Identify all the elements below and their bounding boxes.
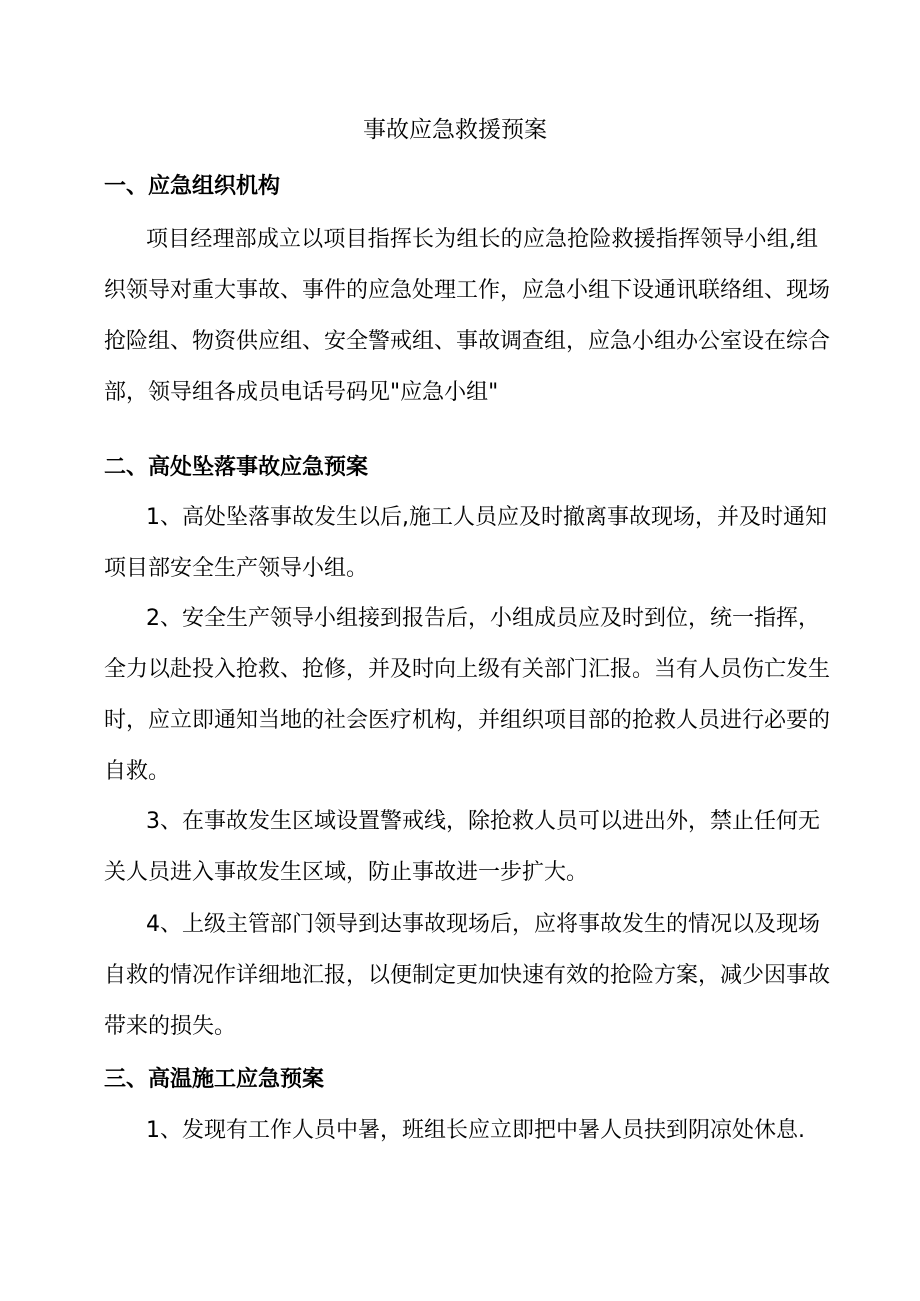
paragraph-line: 全力以赴投入抢救、抢修，并及时向上级有关部门汇报。当有人员伤亡发生 bbox=[104, 657, 831, 682]
paragraph-line: 2、安全生产领导小组接到报告后，小组成员应及时到位，统一指挥， bbox=[146, 606, 820, 631]
section-heading-fall-accident: 二、高处坠落事故应急预案 bbox=[104, 455, 369, 480]
paragraph-line: 抢险组、物资供应组、安全警戒组、事故调查组，应急小组办公室设在综合 bbox=[104, 329, 831, 354]
paragraph-line: 带来的损失。 bbox=[104, 1014, 237, 1039]
paragraph-line: 1、发现有工作人员中暑，班组长应立即把中暑人员扶到阴凉处休息. bbox=[146, 1118, 805, 1143]
paragraph-line: 织领导对重大事故、事件的应急处理工作，应急小组下设通讯联络组、现场 bbox=[104, 278, 831, 303]
paragraph-line: 时，应立即通知当地的社会医疗机构，并组织项目部的抢救人员进行必要的 bbox=[104, 708, 831, 733]
paragraph-line: 自救。 bbox=[104, 759, 171, 784]
list-item-fall-4 bbox=[104, 899, 831, 1052]
list-item-fall-3 bbox=[104, 796, 818, 898]
paragraph-line: 自救的情况作详细地汇报，以便制定更加快速有效的抢险方案，减少因事故 bbox=[104, 963, 831, 988]
section-paragraph-organization bbox=[104, 214, 831, 418]
paragraph-line: 3、在事故发生区域设置警戒线，除抢救人员可以进出外，禁止任何无 bbox=[146, 809, 820, 834]
list-item-fall-2 bbox=[104, 593, 831, 797]
section-heading-organization: 一、应急组织机构 bbox=[104, 174, 281, 199]
paragraph-line: 关人员进入事故发生区域，防止事故进一步扩大。 bbox=[104, 860, 589, 885]
paragraph-line: 1、高处坠落事故发生以后,施工人员应及时撤离事故现场，并及时通知 bbox=[146, 505, 827, 530]
paragraph-line: 项目经理部成立以项目指挥长为组长的应急抢险救援指挥领导小组,组 bbox=[146, 227, 818, 252]
paragraph-line: 4、上级主管部门领导到达事故现场后，应将事故发生的情况以及现场 bbox=[146, 912, 820, 937]
section-heading-high-temperature: 三、高温施工应急预案 bbox=[104, 1067, 325, 1092]
list-item-heat-1 bbox=[104, 1105, 818, 1156]
paragraph-line: 部，领导组各成员电话号码见"应急小组" bbox=[104, 380, 499, 405]
paragraph-line: 项目部安全生产领导小组。 bbox=[104, 556, 369, 581]
list-item-fall-1 bbox=[104, 492, 827, 594]
document-title: 事故应急救援预案 bbox=[363, 117, 547, 143]
